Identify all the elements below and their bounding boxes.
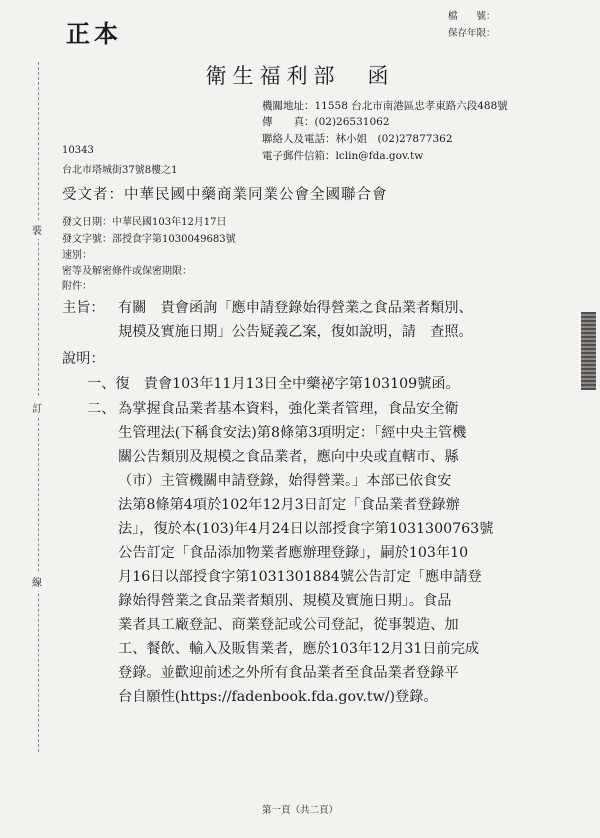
explanation-item-2-line: 關公告類別及規模之食品業者，應向中央或直轄市、縣	[118, 449, 459, 465]
explanation-item-2-number: 二、	[87, 401, 116, 417]
explanation-item-2-line: 台自願性(https://fadenbook.fda.gov.tw/)登錄。	[118, 689, 438, 705]
speed-class: 速別：	[62, 250, 92, 261]
file-number-label: 檔 號：	[448, 11, 496, 22]
binding-mark: 線	[32, 572, 42, 591]
explanation-item-2-line: 工、餐飲、輸入及販售業者，應於103年12月31日前完成	[118, 641, 480, 657]
explanation-item-2-line: （市）主管機關申請登錄，始得營業。」本部已依食安	[118, 473, 452, 489]
explanation-label: 說明：	[62, 351, 105, 367]
explanation-item-2-line: 公告訂定「食品添加物業者應辦理登錄」，嗣於103年10	[118, 545, 469, 561]
sender-email: 電子郵件信箱：lclin@fda.gov.tw	[262, 150, 424, 162]
explanation-item-2-line: 為掌握食品業者基本資料，強化業者管理，食品安全衛	[118, 401, 459, 417]
copy-mark: 正本	[66, 19, 122, 48]
subject-text-line: 規模及實施日期」公告疑義乙案，復如說明，請 查照。	[118, 324, 473, 340]
explanation-item-2-line: 登錄。並歡迎前述之外所有食品業者至食品業者登錄平	[118, 665, 459, 681]
binding-mark: 訂	[32, 398, 42, 417]
sender-contact: 聯絡人及電話：林小姐 (02)27877362	[262, 133, 453, 145]
explanation-item-2-line: 月16日以部授食字第1031301884號公告訂定「應申請登	[118, 569, 482, 585]
seal-stamp	[581, 312, 596, 390]
sender-address: 機關地址：11558 台北市南港區忠孝東路六段488號	[262, 100, 508, 112]
sender-fax: 傳 真：(02)26531062	[262, 116, 390, 128]
explanation-item-2-line: 錄始得營業之食品業者類別、規模及實施日期」。食品	[118, 593, 452, 609]
document-number: 發文字號：部授食字第1030049683號	[62, 234, 236, 245]
recipient: 受文者：中華民國中藥商業同業公會全國聯合會	[62, 187, 388, 203]
retention-label: 保存年限：	[448, 28, 496, 39]
subject-text-line: 有關 貴會函詢「應申請登錄始得營業之食品業者類別、	[118, 300, 473, 316]
binding-mark: 裝	[32, 220, 42, 239]
recipient-postal-code: 10343	[62, 145, 94, 156]
attachments: 附件：	[62, 281, 92, 292]
issue-date: 發文日期：中華民國103年12月17日	[62, 217, 227, 228]
recipient-street-address: 台北市塔城街37號8樓之1	[62, 165, 178, 176]
explanation-item-2-line: 法」，復於本(103)年4月24日以部授食字第1031300763號	[118, 521, 494, 537]
secrecy-level: 密等及解密條件或保密期限：	[62, 266, 192, 277]
explanation-item-2-line: 業者具工廠登記、商業登記或公司登記，從事製造、加	[118, 617, 459, 633]
explanation-item-2-line: 法第8條第4項於102年12月3日訂定「食品業者登錄辦	[118, 497, 460, 513]
explanation-item-1: 一、復 貴會103年11月13日全中藥祕字第103109號函。	[87, 376, 460, 392]
page-number-footer: 第一頁（共二頁）	[261, 805, 338, 816]
subject-label: 主旨：	[62, 300, 105, 316]
explanation-item-2-line: 生管理法(下稱食安法)第8條第3項明定：「經中央主管機	[118, 425, 467, 441]
document-title: 衛生福利部 函	[205, 64, 395, 88]
